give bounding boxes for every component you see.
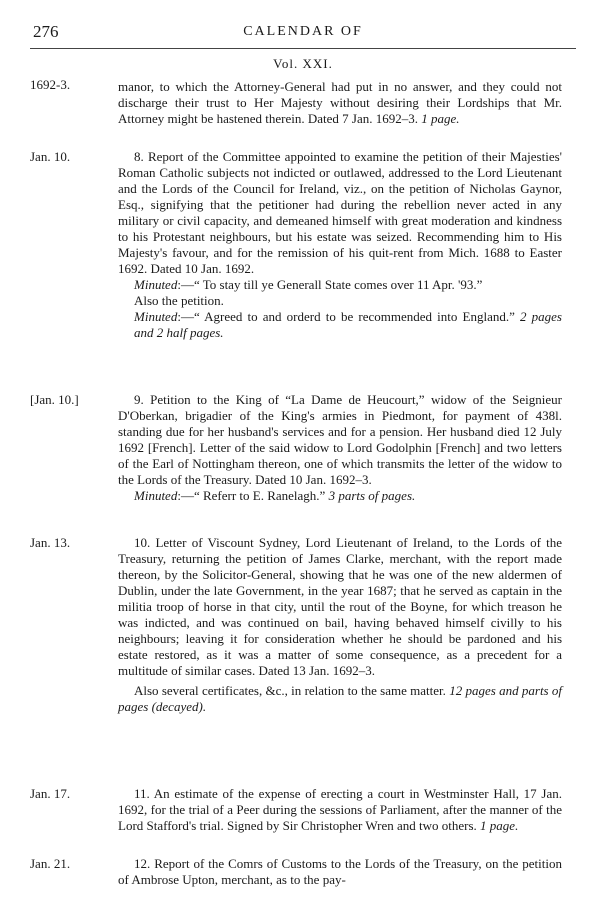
entry-body: 10. Letter of Viscount Sydney, Lord Lieutenant of Ireland, to the Lords of the Treasury, returning the petition of James Clarke, merchant, with the report made thereon, by the Solicitor-General, showing that he was one of the new aldermen of Dublin, under the late Government, in the year 1687; that he served as captain in the militia troop of horse in that city, until the rout of the Boyne, for which treason he was indicted, and was continued on bail, having behaved himself civilly to his neighbours; leaving it for consideration whether he should be pardoned and his estate restored, as it was a matter of some consequence, as a precedent for a multitude of similar cases. Dated 13 Jan. 1692–3. [118, 535, 562, 678]
also-note: Also the petition. [134, 293, 224, 308]
entry-body: 9. Petition to the King of “La Dame de Heucourt,” widow of the Seignieur D'Oberkan, brigadier of the King's armies in Piedmont, for payment of 438l. standing due for her husband's services and for a pension. Her husband died 12 July 1692 [French]. Letter of the said widow to Lord Godolphin [French] and two letters of the Earl of Nottingham thereon, one of which transmits the letter of the widow to the Lords of the Treasury. Dated 10 Jan. 1692–3. [118, 392, 562, 487]
also-note: Also several certificates, &c., in relation to the same matter. 12 pages and parts of pages (decayed). [118, 683, 563, 714]
running-title: CALENDAR OF [243, 24, 363, 39]
entry-date: Jan. 13. [30, 535, 71, 550]
page-number: 276 [33, 22, 59, 41]
entry-10 [118, 535, 562, 715]
entry-continuation [118, 79, 562, 127]
entry-date: Jan. 21. [30, 856, 71, 871]
entry-date: Jan. 10. [30, 149, 71, 164]
entry-11 [118, 786, 562, 834]
entry-9 [118, 392, 562, 504]
entry-body: 11. An estimate of the expense of erecting a court in Westminster Hall, 17 Jan. 1692, for the trial of a Peer during the sessions of Parliament, after the manner of the Lord Stafford's trial. Signed by Sir Christopher Wren and two others. [118, 786, 562, 833]
entry-extent: 2 pages and 2 half pages. [134, 309, 562, 340]
minute-note: Minuted:—“ Agreed to and orderd to be recommended into England.” 2 pages and 2 half pages. [134, 309, 562, 340]
entry-date: [Jan. 10.] [30, 392, 79, 407]
header-rule [30, 48, 576, 49]
year-label: 1692-3. [30, 77, 71, 92]
minute-note: Minuted:—“ Referr to E. Ranelagh.” 3 parts of pages. [134, 488, 416, 503]
entry-12 [118, 856, 562, 888]
entry-8 [118, 149, 562, 341]
entry-date: Jan. 17. [30, 786, 71, 801]
minute-note: Minuted:—“ To stay till ye Generall State comes over 11 Apr. '93.” [134, 277, 483, 292]
entry-extent: 1 page. [480, 818, 519, 833]
entry-body: manor, to which the Attorney-General had put in no answer, and they could not discharge their trust to Her Majesty without desiring their Lordships that Mr. Attorney might be hastened therein. Dated 7 Jan. 1692–3. [118, 79, 562, 126]
entry-extent: 1 page. [421, 111, 460, 126]
volume-label: Vol. XXI. [273, 56, 333, 71]
entry-body: 12. Report of the Comrs of Customs to the Lords of the Treasury, on the petition of Ambrose Upton, merchant, as to the pay- [118, 856, 562, 887]
entry-body: 8. Report of the Committee appointed to examine the petition of their Majesties' Roman Catholic subjects not indicted or outlawed, addressed to the Lord Lieutenant and the Lords of the Council for Ireland, viz., on the petition of Nicholas Gaynor, Esq., signifying that the petitioner had during the rebellion never acted in any military or civil capacity, and demeaned himself with great moderation and kindness to his Protestant neighbours, but his estate was seized. Recommending him to His Majesty's favour, and for the remission of his quit-rent from Mich. 1688 to Easter 1692. Dated 10 Jan. 1692. [118, 149, 562, 276]
entry-extent: 3 parts of pages. [328, 488, 416, 503]
entry-extent: 12 pages and parts of pages (decayed). [118, 683, 563, 714]
